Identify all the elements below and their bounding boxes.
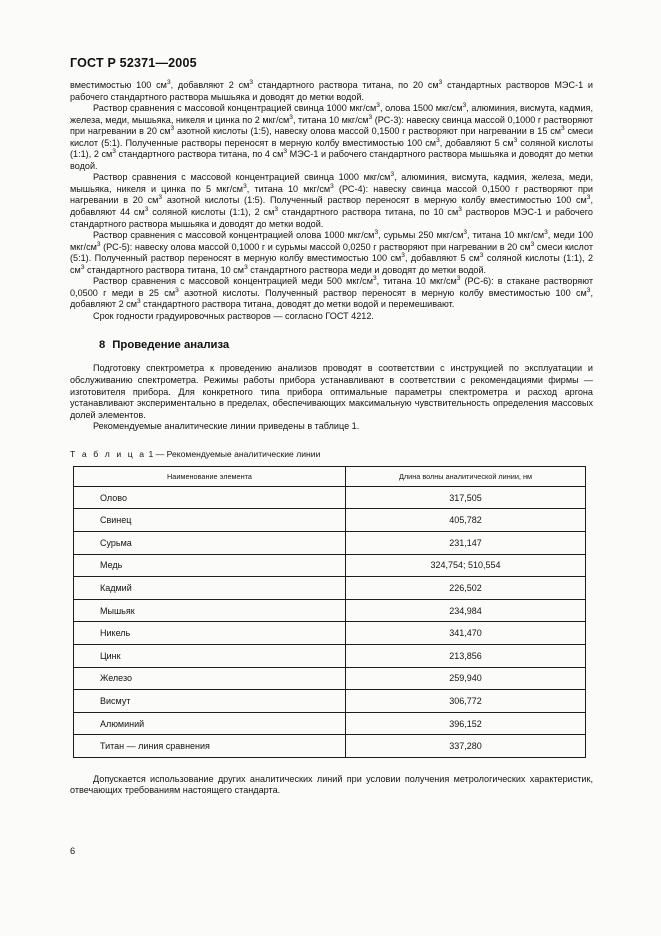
table-cell-element-name: Титан — линия сравнения [74, 735, 346, 758]
table-cell-element-name: Свинец [74, 509, 346, 532]
section-heading [99, 339, 593, 351]
table-cell-element-name: Олово [74, 486, 346, 509]
table-cell-wavelength: 405,782 [346, 509, 586, 532]
table-caption-title: Рекомендуемые аналитические линии [166, 448, 321, 459]
table-row [74, 644, 586, 667]
paragraph-3: Раствор сравнения с массовой концентрацией свинца 1000 мкг/$см^3$, алюминия, висмута, кадмия, железа, меди, мышьяка, никеля и цинка по 5 мкг/$см^3$, титана 10 мкг/$см^3$ (РС-4): навеску свинца массой 0,1500 г растворяют при нагревании в 20 $см^3$ азотной кислоты (1:5). Полученный раствор переносят в мерную колбу вместимостью 100 $см^3$, добавляют 44 $см^3$ соляной кислоты (1:1), 2 $см^3$ стандартного раствора титана, по 10 $см^3$ растворов МЭС-1 и рабочего стандартного раствора мышьяка и доводят до метки водой. [70, 171, 594, 229]
table-cell-wavelength: 324,754; 510,554 [346, 554, 586, 577]
table-caption-dash: — [155, 448, 165, 459]
table-body [74, 486, 586, 757]
paragraph-1: вместимостью 100 $см^3$, добавляют 2 $см^3$ стандартного раствора титана, по 20 $см^3$ стандартных растворов МЭС-1 и рабочего стандартного раствора мышьяка и доводят до метки водой. [70, 78, 593, 102]
table-cell-wavelength: 337,280 [346, 735, 586, 758]
table-cell-element-name: Висмут [74, 690, 346, 713]
table-cell-wavelength: 234,984 [346, 599, 586, 622]
table-row [74, 622, 586, 645]
standard-header: ГОСТ Р 52371—2005 [70, 56, 197, 70]
table-row [74, 712, 586, 735]
table-row [74, 690, 586, 713]
analytical-lines-table [73, 466, 586, 758]
section-number: 8 [99, 339, 106, 352]
table-cell-wavelength: 213,856 [346, 644, 586, 667]
table-header-element-name: Наименование элемента [74, 466, 346, 486]
table-cell-element-name: Алюминий [74, 712, 346, 735]
paragraph-7: Подготовку спектрометра к проведению анализов проводят в соответствии с инструкцией по эксплуатации и обслуживанию спектрометра. Режимы работы прибора устанавливают в соответствии с рекомендациями фирмы — изготовителя прибора. Для конкретного типа прибора оптимальные параметры спектрометра и расход аргона устанавливают экспериментально в пределах, обеспечивающих максимальную чувствительность определения массовых долей элементов. [70, 363, 593, 420]
table-cell-wavelength: 306,772 [346, 690, 586, 713]
table-header-wavelength: Длина волны аналитической линии, нм [346, 466, 586, 486]
table-caption-number: 1 [148, 448, 154, 459]
table-row [74, 735, 586, 758]
table-header-row [74, 466, 586, 486]
table-row [74, 667, 586, 690]
table-caption-label: Т а б л и ц а [70, 448, 147, 459]
table-cell-wavelength: 317,505 [346, 486, 586, 509]
table-row [74, 554, 586, 577]
table-cell-wavelength: 231,147 [346, 531, 586, 554]
table-row [74, 577, 586, 600]
table-cell-wavelength: 226,502 [346, 577, 586, 600]
table-cell-wavelength: 341,470 [346, 622, 586, 645]
paragraph-4: Раствор сравнения с массовой концентрацией олова 1000 мкг/$см^3$, сурьмы 250 мкг/$см^3$, титана 10 мкг/$см^3$, меди 100 мкг/$см^3$ (РС-5): навеску олова массой 0,1000 г и сурьмы массой 0,0250 г растворяют при нагревании в 20 $см^3$ смеси кислот (5:1). Полученный раствор переносят в мерную колбу вместимостью 100 $см^3$, добавляют 5 $см^3$ соляной кислоты (1:1), 2 $см^3$ стандартного раствора титана, 10 $см^3$ стандартного раствора меди и доводят до метки водой. [70, 229, 594, 275]
paragraph-2: Раствор сравнения с массовой концентрацией свинца 1000 мкг/$см^3$, олова 1500 мкг/$см^3$, алюминия, висмута, кадмия, железа, меди, мышьяка, никеля и цинка по 2 мкг/$см^3$, титана 10 мкг/$см^3$ (РС-3): навеску свинца массой 0,1000 г растворяют при нагревании в 20 $см^3$ азотной кислоты (1:5), навеску олова массой 0,1500 г растворяют при нагревании в 15 $см^3$ смеси кислот (5:1). Полученные растворы переносят в мерную колбу вместимостью 100 $см^3$, добавляют 5 $см^3$ соляной кислоты (1:1), 2 $см^3$ стандартного раствора титана, по 4 $см^3$ МЭС-1 и рабочего стандартного раствора мышьяка и доводят до метки водой. [70, 102, 593, 171]
table-row [74, 599, 586, 622]
table-row [74, 531, 586, 554]
paragraph-9: Допускается использование других аналитических линий при условии получения метрологических характеристик, отвечающих требованиям настоящего стандарта. [70, 773, 593, 796]
table-cell-element-name: Кадмий [74, 577, 346, 600]
paragraph-8: Рекомендуемые аналитические линии приведены в таблице 1. [93, 421, 360, 432]
paragraph-6: Срок годности градуировочных растворов — согласно ГОСТ 4212. [93, 310, 374, 321]
table-cell-element-name: Медь [74, 554, 346, 577]
table-cell-element-name: Железо [74, 667, 346, 690]
table-cell-element-name: Сурьма [74, 531, 346, 554]
table-cell-wavelength: 259,940 [346, 667, 586, 690]
table-cell-element-name: Цинк [74, 644, 346, 667]
document-content [70, 56, 593, 797]
section-title: Проведение анализа [112, 339, 230, 352]
table-cell-element-name: Никель [74, 622, 346, 645]
table-caption [70, 449, 593, 459]
paragraph-5: Раствор сравнения с массовой концентрацией меди 500 мкг/$см^3$, титана 10 мкг/$см^3$ (РС-6): в стакане растворяют 0,0500 г меди в 25 $см^3$ азотной кислоты. Полученный раствор переносят в мерную колбу вместимостью 100 $см^3$, добавляют 2 $см^3$ стандартного раствора титана, доводят до метки водой и перемешивают. [70, 275, 593, 310]
table-cell-element-name: Мышьяк [74, 599, 346, 622]
table-cell-wavelength: 396,152 [346, 712, 586, 735]
table-row [74, 509, 586, 532]
table-row [74, 486, 586, 509]
page-number: 6 [70, 846, 76, 856]
